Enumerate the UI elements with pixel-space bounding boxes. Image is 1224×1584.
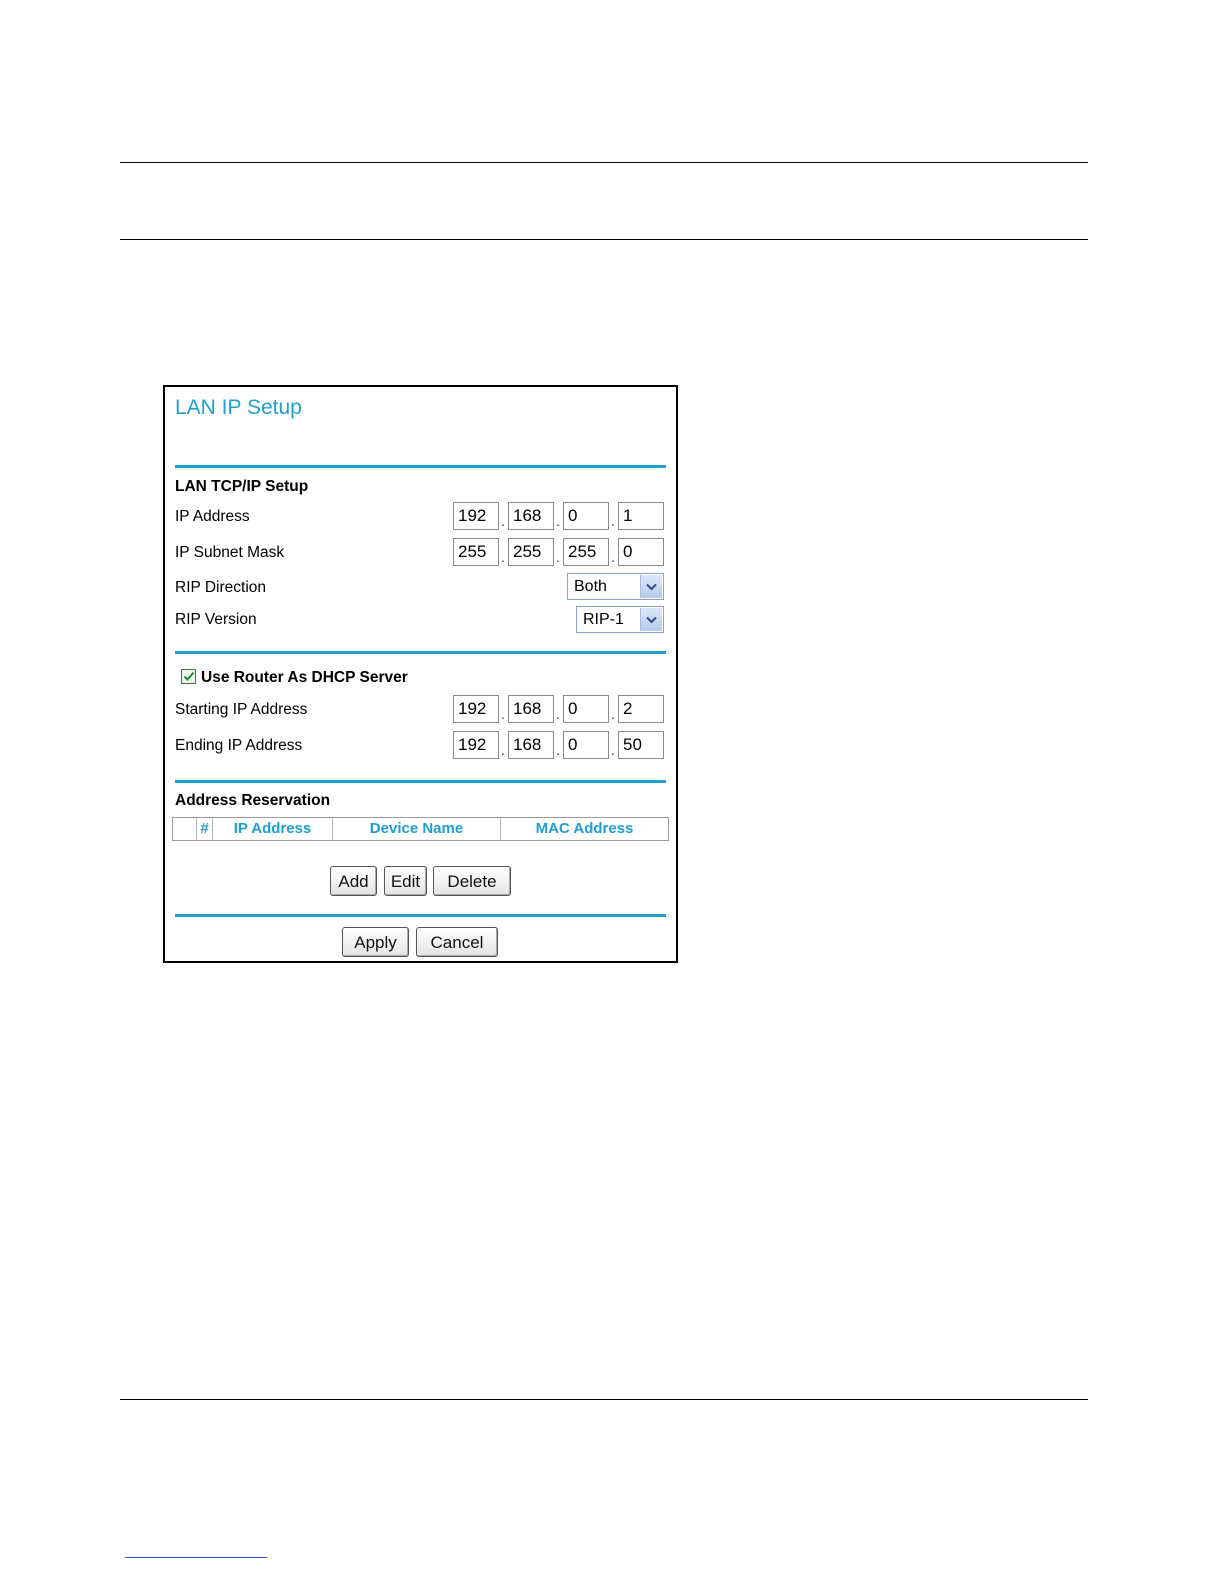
subnet-mask-octet-4[interactable]: 0 <box>618 538 664 566</box>
starting-ip-octet-3[interactable]: 0 <box>563 695 609 723</box>
section-divider <box>175 914 666 917</box>
rip-direction-label: RIP Direction <box>175 579 267 596</box>
ending-ip-octet-3[interactable]: 0 <box>563 731 609 759</box>
header-rule-bottom <box>120 239 1088 240</box>
starting-ip-field <box>453 695 667 725</box>
octet-separator: . <box>501 549 505 565</box>
ip-address-octet-3[interactable]: 0 <box>563 502 609 530</box>
apply-button[interactable]: Apply <box>342 927 409 957</box>
octet-separator: . <box>611 706 615 722</box>
ending-ip-octet-1[interactable]: 192 <box>453 731 499 759</box>
octet-separator: . <box>501 742 505 758</box>
octet-separator: . <box>501 513 505 529</box>
octet-separator: . <box>611 513 615 529</box>
ip-address-field <box>453 502 667 532</box>
octet-separator: . <box>611 549 615 565</box>
table-select-column <box>173 818 197 840</box>
address-reservation-table <box>172 817 669 841</box>
rip-direction-select[interactable] <box>567 573 664 600</box>
ending-ip-field <box>453 731 667 761</box>
table-header-index: # <box>197 818 213 840</box>
octet-separator: . <box>556 742 560 758</box>
ip-address-octet-1[interactable]: 192 <box>453 502 499 530</box>
ending-ip-octet-4[interactable]: 50 <box>618 731 664 759</box>
starting-ip-octet-4[interactable]: 2 <box>618 695 664 723</box>
subnet-mask-octet-3[interactable]: 255 <box>563 538 609 566</box>
header-rule-top <box>120 162 1088 163</box>
lan-tcpip-heading: LAN TCP/IP Setup <box>175 478 309 495</box>
check-icon <box>183 671 195 682</box>
ending-ip-octet-2[interactable]: 168 <box>508 731 554 759</box>
address-reservation-heading: Address Reservation <box>175 792 331 809</box>
page-title: LAN IP Setup <box>175 396 302 419</box>
table-header-device-name: Device Name <box>333 818 501 840</box>
add-button[interactable]: Add <box>330 866 377 896</box>
cancel-button[interactable]: Cancel <box>416 927 498 957</box>
section-divider <box>175 465 666 468</box>
octet-separator: . <box>556 706 560 722</box>
octet-separator: . <box>501 706 505 722</box>
ip-address-label: IP Address <box>175 508 250 525</box>
subnet-mask-label: IP Subnet Mask <box>175 544 285 561</box>
rip-version-label: RIP Version <box>175 611 257 628</box>
table-header-ip-address: IP Address <box>213 818 333 840</box>
section-divider <box>175 780 666 783</box>
subnet-mask-field <box>453 538 667 568</box>
dhcp-server-checkbox[interactable] <box>181 669 196 684</box>
delete-button[interactable]: Delete <box>433 866 511 896</box>
subnet-mask-octet-2[interactable]: 255 <box>508 538 554 566</box>
footer-rule <box>120 1399 1088 1400</box>
dhcp-server-label[interactable]: Use Router As DHCP Server <box>201 669 408 686</box>
table-header-mac-address: MAC Address <box>535 820 634 837</box>
edit-button[interactable]: Edit <box>384 866 427 896</box>
octet-separator: . <box>611 742 615 758</box>
ip-address-octet-4[interactable]: 1 <box>618 502 664 530</box>
subnet-mask-octet-1[interactable]: 255 <box>453 538 499 566</box>
starting-ip-label: Starting IP Address <box>175 701 308 718</box>
ending-ip-label: Ending IP Address <box>175 737 303 754</box>
octet-separator: . <box>556 549 560 565</box>
octet-separator: . <box>556 513 560 529</box>
section-divider <box>175 651 666 654</box>
rip-version-value: RIP-1 <box>583 611 624 628</box>
starting-ip-octet-1[interactable]: 192 <box>453 695 499 723</box>
chevron-down-icon[interactable] <box>640 575 662 598</box>
rip-direction-value: Both <box>574 578 607 595</box>
starting-ip-octet-2[interactable]: 168 <box>508 695 554 723</box>
ip-address-octet-2[interactable]: 168 <box>508 502 554 530</box>
footer-link-underline <box>125 1557 267 1558</box>
rip-version-select[interactable] <box>576 606 664 633</box>
chevron-down-icon[interactable] <box>640 608 662 631</box>
lan-ip-setup-panel <box>163 385 678 963</box>
